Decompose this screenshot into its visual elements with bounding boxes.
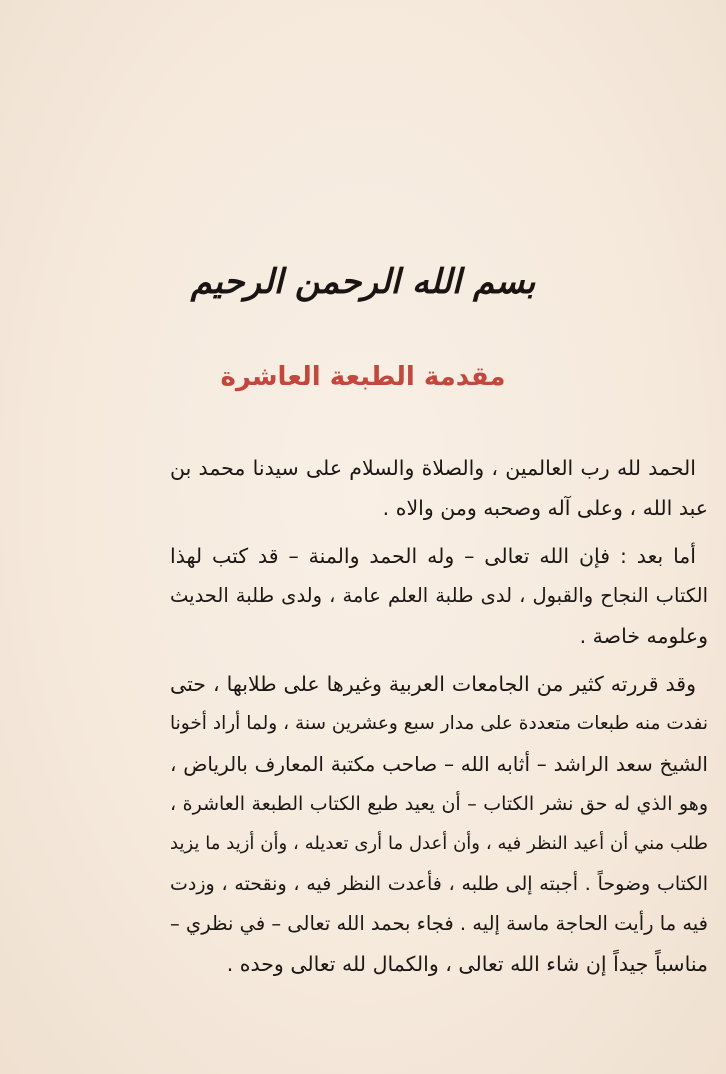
paragraph-1: [170, 448, 708, 528]
text-line: أما بعد : فإن الله تعالى – وله الحمد والمنة – قد كتب لهذا: [170, 544, 696, 568]
text-line: مناسباً جيداً إن شاء الله تعالى ، والكمال لله تعالى وحده .: [226, 952, 708, 976]
text-line: وعلومه خاصة .: [579, 624, 708, 648]
text-line: الكتاب وضوحاً . أجبته إلى طلبه ، فأعدت النظر فيه ، ونقحته ، وزدت: [170, 873, 708, 895]
body-text: [170, 448, 708, 984]
text-line: فيه ما رأيت الحاجة ماسة إليه . فجاء بحمد الله تعالى – في نظري –: [169, 912, 708, 935]
show-through-lines: [560, 60, 720, 270]
text-line: عبد الله ، وعلى آله وصحبه ومن والاه .: [382, 496, 708, 520]
text-line: الكتاب النجاح والقبول ، لدى طلبة العلم عامة ، ولدى طلبة الحديث: [170, 584, 708, 607]
text-line: الشيخ سعد الراشد – أثابه الله – صاحب مكتبة المعارف بالرياض ،: [170, 752, 708, 776]
text-line: نفدت منه طبعات متعددة على مدار سبع وعشرين سنة ، ولما أراد أخونا: [170, 713, 708, 734]
text-line: وقد قررته كثير من الجامعات العربية وغيرها على طلابها ، حتى: [170, 672, 696, 696]
paragraph-3: [170, 664, 708, 984]
basmala-heading: بسم الله الرحمن الرحيم: [190, 262, 536, 302]
text-line: طلب مني أن أعيد النظر فيه ، وأن أعدل ما أرى تعديله ، وأن أزيد ما يزيد: [170, 833, 708, 854]
text-line: وهو الذي له حق نشر الكتاب – أن يعيد طبع الكتاب الطبعة العاشرة ،: [170, 793, 708, 815]
paragraph-2: [170, 536, 708, 656]
text-line: الحمد لله رب العالمين ، والصلاة والسلام على سيدنا محمد بن: [170, 456, 696, 480]
page-title: مقدمة الطبعة العاشرة: [220, 362, 506, 392]
